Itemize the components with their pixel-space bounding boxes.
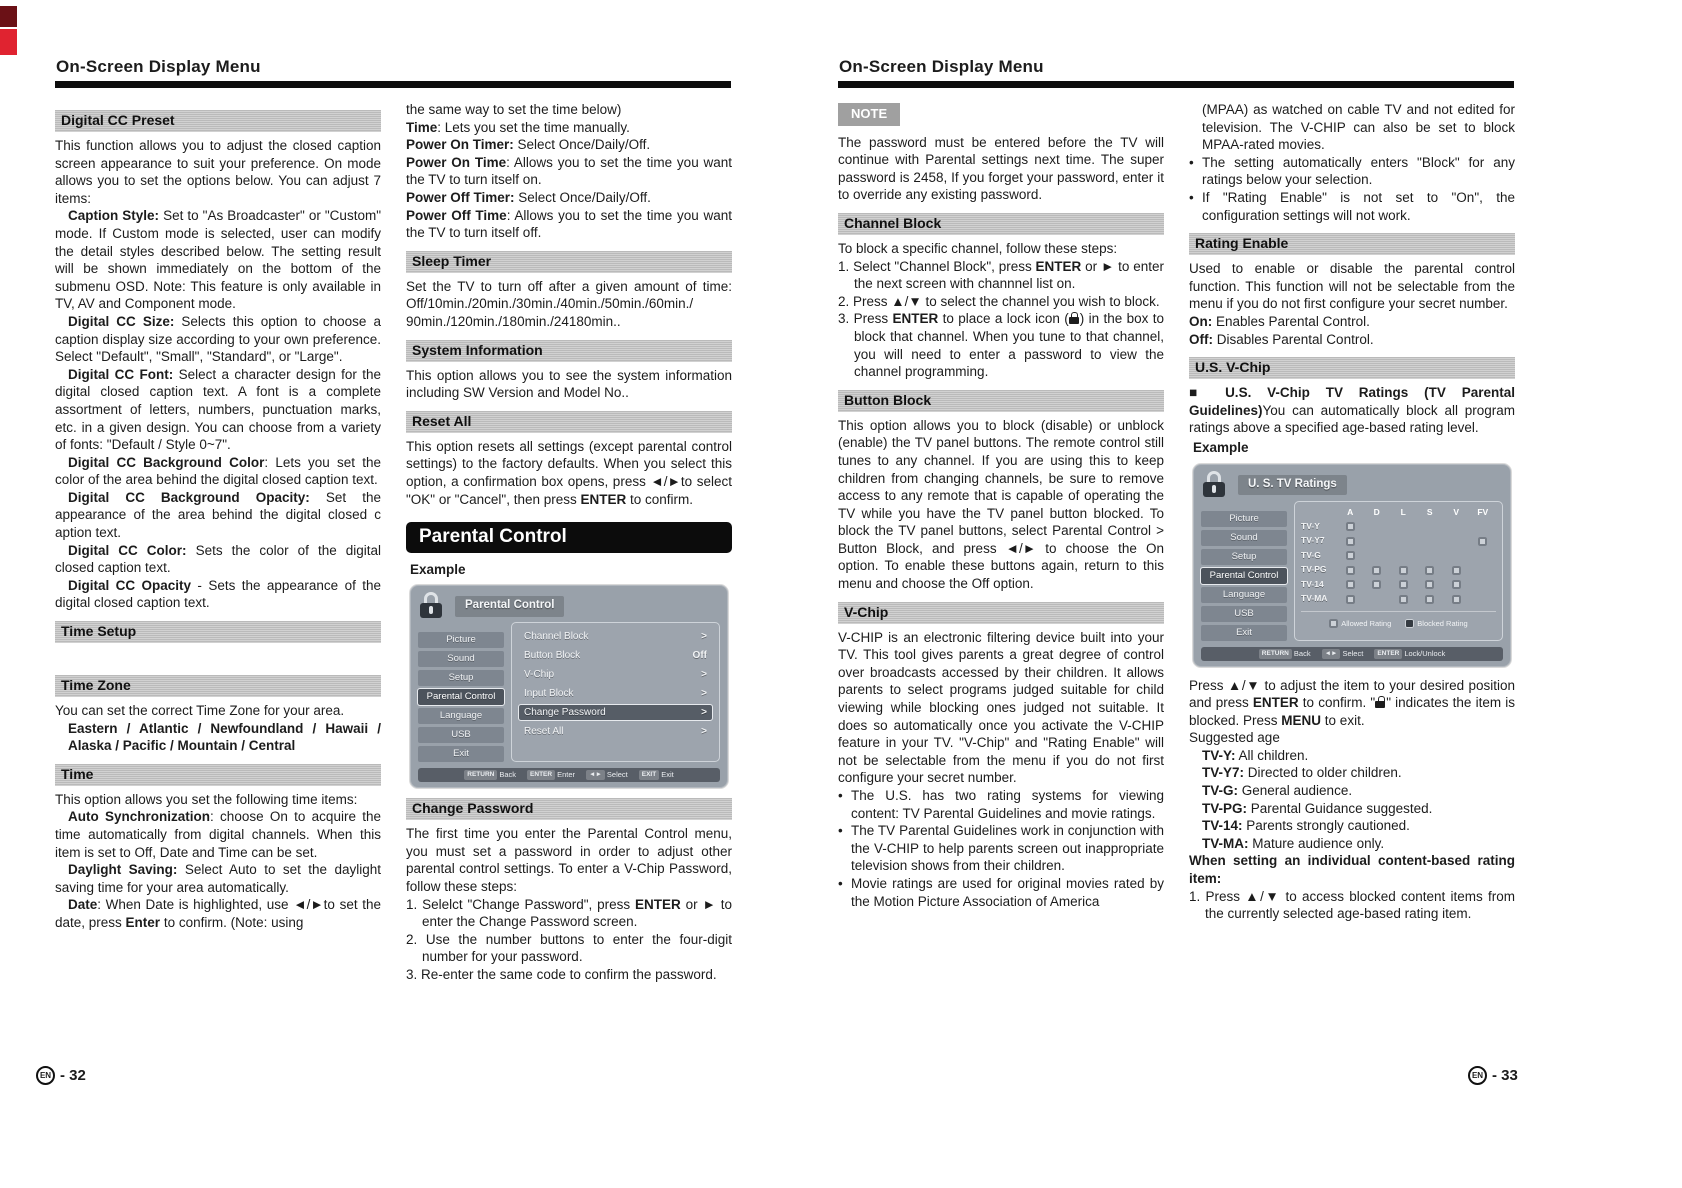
key-hint — [1322, 649, 1364, 659]
paragraph: On: Enables Parental Control. — [1189, 313, 1370, 329]
osd-menu-item-value: > — [701, 631, 707, 643]
en-icon: EN — [1468, 1066, 1487, 1085]
osd-sidebar-item: Sound — [418, 651, 504, 667]
osd-menu-item — [519, 629, 712, 644]
page-title: On-Screen Display Menu — [839, 57, 1044, 76]
allowed-rating-icon — [1346, 537, 1355, 546]
osd-header — [1201, 471, 1503, 498]
example-label: Example — [1193, 439, 1249, 455]
lock-icon — [418, 592, 445, 619]
ratings-cell — [1337, 537, 1364, 546]
page-number-left — [36, 1066, 86, 1085]
bullet-text: The U.S. has two rating systems for viewing content: TV Parental Guidelines and movie ratings. — [851, 788, 1164, 821]
paragraph: TV-PG: Parental Guidance suggested. — [1202, 800, 1433, 816]
bullet-item — [1189, 154, 1515, 189]
allowed-rating-icon — [1346, 580, 1355, 589]
bold-text: Digital CC Background Opacity: — [68, 489, 310, 505]
parental-control-banner: Parental Control — [406, 522, 732, 553]
paragraph — [68, 720, 381, 755]
bold-text: Digital CC Size: — [68, 313, 175, 329]
allowed-rating-icon — [1346, 551, 1355, 560]
bold-text: ENTER — [635, 896, 681, 912]
paragraph: Digital CC Background Color: Lets you set the color of the area behind the digital closed caption text. — [55, 454, 381, 488]
osd-menu-item-value: > — [701, 688, 707, 700]
paragraph: This option allows you to see the system information including SW Version and Model No.. — [406, 367, 732, 401]
paragraph: The password must be entered before the TV will continue with Parental settings next time. The super password is 2458, If you forget your password, enter it to override any existing password. — [838, 134, 1164, 203]
bold-text: Caption Style: — [68, 208, 160, 224]
osd-menu-item-label: Button Block — [524, 650, 581, 662]
key-hint — [1259, 649, 1311, 659]
osd-screenshot-us-tv-ratings — [1193, 464, 1511, 667]
allowed-rating-icon — [1399, 580, 1408, 589]
bullet-text: The TV Parental Guidelines work in conjunction with the V-CHIP to help parents screen out inappropriate television shows from their children. — [851, 823, 1164, 874]
ratings-cell — [1470, 537, 1497, 546]
key-label: RETURN — [464, 770, 497, 780]
osd-body — [418, 622, 720, 762]
bullet-item — [838, 875, 1164, 910]
bold-text: Daylight Saving: — [68, 862, 178, 878]
lock-body — [420, 603, 442, 618]
key-action: Select — [606, 770, 628, 780]
osd-sidebar-item: Parental Control — [418, 689, 504, 705]
lock-icon — [1069, 312, 1080, 324]
allowed-rating-icon — [1399, 566, 1408, 575]
paragraph: Power On Time: Allows you to set the time you want the TV to turn itself on. — [406, 154, 733, 188]
allowed-rating-icon — [1346, 566, 1355, 575]
paragraph: To block a specific channel, follow these steps: — [838, 240, 1118, 256]
bullet-item — [1189, 189, 1515, 224]
section-header: Sleep Timer — [406, 251, 732, 273]
page-title: On-Screen Display Menu — [56, 57, 261, 76]
osd-sidebar-item: USB — [1201, 606, 1287, 622]
osd-menu-panel — [511, 622, 720, 762]
osd-menu-item-label: Change Password — [524, 707, 606, 719]
ratings-column-header: L — [1400, 506, 1406, 517]
list-item: 1. Selelct "Change Password", press ENTER or ► to enter the Change Password screen. — [406, 896, 732, 930]
allowed-rating-icon — [1346, 595, 1355, 604]
bold-text: Power On Time — [406, 154, 507, 170]
osd-sidebar-item: USB — [418, 727, 504, 743]
en-icon: EN — [36, 1066, 55, 1085]
page-number-text: - 33 — [1492, 1067, 1518, 1084]
paragraph: Set the TV to turn off after a given amount of time: Off/10min./20min./30min./40min./50min./60min./ 90min./120min./180min./24180min.. — [406, 278, 732, 329]
paragraph: This function allows you to adjust the closed caption screen appearance to suit your preference. On mode allows you to set the options below. You can adjust 7 items: — [55, 138, 381, 206]
bold-text: ENTER — [892, 311, 939, 327]
bullet-item — [838, 822, 1164, 875]
allowed-rating-icon — [1478, 537, 1487, 546]
osd-footer-bar — [418, 768, 720, 782]
osd-title-us-tv-ratings: U. S. TV Ratings — [1238, 475, 1347, 496]
key-hint — [464, 770, 516, 780]
blocked-rating-icon — [1405, 619, 1414, 628]
key-action: Back — [499, 770, 517, 780]
allowed-rating-icon — [1425, 566, 1434, 575]
bold-text: Power Off Time — [406, 207, 507, 223]
osd-sidebar-item: Language — [1201, 587, 1287, 603]
bullet-marker: • — [838, 788, 843, 803]
ratings-column-header: FV — [1477, 506, 1489, 517]
ratings-cell — [1390, 566, 1417, 575]
paragraph: This option resets all settings (except parental control settings) to the factory defaults. When you select this option, a confirmation box opens, press ◄/►to select "OK" or "Cancel", then press ENTER to confirm. — [406, 438, 732, 507]
osd-sidebar-item: Picture — [1201, 511, 1287, 527]
paragraph: Power On Timer: Select Once/Daily/Off. — [406, 137, 651, 153]
paragraph: the same way to set the time below) — [406, 102, 622, 117]
osd-menu-item-label: V-Chip — [524, 669, 555, 681]
section-header: Reset All — [406, 411, 732, 433]
paragraph: Date: When Date is highlighted, use ◄/►to set the date, press Enter to confirm. (Note: using — [55, 897, 381, 930]
ratings-cell — [1417, 580, 1444, 589]
bold-text: Date — [68, 897, 98, 913]
ratings-column-header: S — [1426, 506, 1433, 517]
ratings-cell — [1337, 566, 1364, 575]
osd-sidebar-item: Parental Control — [1201, 568, 1287, 584]
osd-menu-item-value: Off — [692, 650, 707, 662]
page-number-right — [1468, 1066, 1518, 1085]
key-action: Enter — [557, 770, 576, 780]
ratings-cell — [1390, 580, 1417, 589]
allowed-rating-icon — [1372, 566, 1381, 575]
paragraph: You can set the correct Time Zone for your area. — [55, 703, 345, 719]
bullet-marker: • — [838, 875, 843, 891]
key-label: ◄► — [586, 770, 605, 780]
paragraph: TV-Y7: Directed to older children. — [1202, 765, 1402, 781]
key-label: RETURN — [1259, 649, 1292, 659]
section-header: Digital CC Preset — [55, 110, 381, 132]
paragraph: Caption Style: Set to "As Broadcaster" or "Custom" mode. If Custom mode is selected, user can modify the detail styles described below. The setting result will be shown immediately on the bottom of the submenu OSD. Note: This feature is only available in TV, AV and Component mode. — [55, 208, 381, 312]
bold-text: Time — [406, 119, 438, 135]
rating-row-label: TV-MA — [1301, 593, 1328, 604]
bold-text: MENU — [1281, 712, 1322, 728]
bold-text: Digital CC Color: — [68, 542, 187, 558]
header-rule — [838, 81, 1514, 88]
ratings-cell — [1443, 595, 1470, 604]
bullet-marker: • — [1189, 154, 1194, 170]
bold-text: ENTER — [580, 491, 627, 507]
rating-row-label: TV-14 — [1301, 578, 1324, 589]
bold-text: Power Off Timer: — [406, 189, 515, 205]
legend-item — [1329, 615, 1391, 633]
osd-sidebar-item: Exit — [1201, 625, 1287, 641]
page-header — [838, 57, 1514, 88]
osd-menu-item — [519, 648, 712, 663]
allowed-rating-icon — [1372, 580, 1381, 589]
paragraph: Auto Synchronization: choose On to acquire the time automatically from digital channels. When this item is set to Off, Date and Time can be set. — [55, 809, 381, 860]
section-header: V-Chip — [838, 602, 1164, 624]
allowed-rating-icon — [1425, 580, 1434, 589]
osd-menu-item-label: Channel Block — [524, 631, 589, 643]
key-hint — [586, 770, 628, 780]
key-action: Exit — [661, 770, 674, 780]
osd-menu-item — [519, 667, 712, 682]
print-mark-red — [0, 29, 17, 55]
page-number-text: - 32 — [60, 1067, 86, 1084]
allowed-rating-icon — [1399, 595, 1408, 604]
bold-text: On: — [1189, 313, 1213, 329]
section-header: System Information — [406, 340, 732, 362]
osd-title-parental-control: Parental Control — [455, 596, 564, 617]
bold-text: TV-14: — [1202, 818, 1243, 834]
bold-text: TV-Y: — [1202, 747, 1236, 763]
example-label: Example — [410, 561, 466, 577]
osd-sidebar-item: Setup — [1201, 549, 1287, 565]
key-label: ENTER — [527, 770, 555, 780]
paragraph: Digital CC Background Opacity: Set the appearance of the area behind the digital closed c aption text. — [55, 489, 381, 541]
allowed-rating-icon — [1346, 522, 1355, 531]
bold-text: Digital CC Font: — [68, 366, 174, 382]
paragraph: Suggested age — [1189, 730, 1280, 746]
rating-row-label: TV-Y7 — [1301, 535, 1325, 546]
paragraph: Off: Disables Parental Control. — [1189, 331, 1374, 347]
osd-menu-item-value: > — [701, 669, 707, 681]
note-badge-wrap — [838, 101, 1164, 134]
key-hint — [1374, 649, 1445, 659]
lock-icon — [1201, 471, 1228, 498]
ratings-cell — [1337, 580, 1364, 589]
section-header: Channel Block — [838, 213, 1164, 235]
legend-label: Blocked Rating — [1417, 618, 1468, 628]
section-header: Time Zone — [55, 675, 381, 697]
key-action: Select — [1342, 648, 1364, 658]
paragraph: The first time you enter the Parental Control menu, you must set a password in order to adjust other parental control settings. To enter a V-Chip Password, follow these steps: — [406, 826, 732, 895]
page-header — [55, 57, 731, 88]
osd-menu-item — [519, 705, 712, 720]
paragraph: Used to enable or disable the parental control function. This function will not be selectable from the menu if you do not first configure your secret number. — [1189, 261, 1515, 312]
paragraph: V-CHIP is an electronic filtering device built into your TV. This tool gives parents a great degree of control over broadcasts accessed by their children. It allows parents to select programs judged suitable for child viewing while blocking ones judged not suitable. It does so automatically once you activate the V-CHIP feature in your TV. "V-Chip" and "Rating Enable" will not be selectable from the menu if you do not first configure your secret number. — [838, 629, 1164, 786]
list-item: 1. Select "Channel Block", press ENTER or ► to enter the next screen with channnel list on. — [838, 258, 1164, 292]
bold-text: TV-MA: — [1202, 835, 1249, 851]
list-item: 2. Press ▲/▼ to select the channel you wish to block. — [838, 293, 1160, 309]
paragraph: TV-14: Parents strongly cautioned. — [1202, 818, 1410, 834]
osd-sidebar-item: Exit — [418, 746, 504, 762]
page-right — [838, 57, 1514, 923]
osd-menu-item-value: > — [701, 726, 707, 738]
section-header: Time — [55, 764, 381, 786]
ratings-column-header: V — [1453, 506, 1460, 517]
bold-text: Power On Timer: — [406, 137, 514, 153]
bold-text: ENTER — [1035, 258, 1082, 274]
page-left — [55, 57, 731, 984]
osd-body — [1201, 501, 1503, 641]
section-header: Change Password — [406, 798, 732, 820]
section-header: Rating Enable — [1189, 233, 1515, 255]
lock-icon — [1375, 696, 1386, 708]
paragraph: Time: Lets you set the time manually. — [406, 119, 630, 135]
header-rule — [55, 81, 731, 88]
bullet-text: Movie ratings are used for original movies rated by the Motion Picture Association of America — [851, 875, 1164, 909]
bold-text: Digital CC Background Color — [68, 454, 265, 470]
list-item: 3. Press ENTER to place a lock icon ( ) in the box to block that channel. When you tune to that channel, you will need to enter a password to view the channel programming. — [838, 311, 1164, 380]
key-action: Back — [1293, 648, 1311, 658]
ratings-cell — [1390, 595, 1417, 604]
columns — [55, 101, 731, 984]
rating-row-label: TV-PG — [1301, 564, 1327, 575]
ratings-legend — [1301, 611, 1496, 633]
paragraph: ■ U.S. V-Chip TV Ratings (TV Parental Guidelines)You can automatically block all program ratings above a specified age-based rating level. — [1189, 385, 1515, 436]
bullet-item — [838, 787, 1164, 822]
rating-row-label: TV-Y — [1301, 520, 1320, 531]
osd-sidebar — [418, 622, 504, 762]
ratings-cell — [1337, 595, 1364, 604]
paragraph — [1189, 852, 1515, 887]
lock-shackle — [1207, 471, 1221, 483]
paragraph: TV-Y: All children. — [1202, 747, 1309, 763]
bullet-marker: • — [1189, 189, 1194, 205]
key-hint — [639, 770, 674, 780]
osd-menu-item-label: Input Block — [524, 688, 574, 700]
bold-text: ENTER — [1252, 695, 1299, 711]
ratings-table — [1294, 501, 1503, 641]
ratings-cell — [1337, 551, 1364, 560]
bold-text: Auto Synchronization — [68, 809, 211, 825]
bold-text: Eastern / Atlantic / Newfoundland / Hawaii / Alaska / Pacific / Mountain / Central — [68, 720, 381, 754]
osd-menu-item — [519, 724, 712, 739]
ratings-cell — [1443, 566, 1470, 575]
osd-sidebar-item: Setup — [418, 670, 504, 686]
legend-item — [1405, 615, 1467, 633]
paragraph: TV-MA: Mature audience only. — [1202, 835, 1385, 851]
allowed-rating-icon — [1452, 595, 1461, 604]
bold-text: Digital CC Opacity — [68, 577, 192, 593]
lock-body — [1203, 482, 1225, 497]
bullet-text: If "Rating Enable" is not set to "On", the configuration settings will not work. — [1202, 189, 1515, 223]
bold-text: Enter — [125, 914, 161, 930]
paragraph: This option allows you set the following time items: — [55, 791, 358, 807]
print-mark-dark — [0, 6, 17, 27]
allowed-rating-icon — [1425, 595, 1434, 604]
ratings-cell — [1443, 580, 1470, 589]
bold-text: TV-Y7: — [1202, 765, 1245, 781]
ratings-column-header: D — [1373, 506, 1380, 517]
paragraph: Daylight Saving: Select Auto to set the daylight saving time for your area automatically. — [55, 862, 382, 895]
osd-footer-bar — [1201, 647, 1503, 661]
column-4 — [1189, 101, 1515, 923]
ratings-row — [1301, 592, 1496, 607]
list-item: 1. Press ▲/▼ to access blocked content items from the currently selected age-based rating item. — [1189, 888, 1515, 922]
paragraph: This option allows you to block (disable) or unblock (enable) the TV panel buttons. The remote control still tunes to any channel. If you are using this to keep children from changing channels, be sure to remove access to any remote that is capable of operating the TV while you have the TV panel button blocked. To block the TV panel buttons, select Parental Control > Button Block, and press ◄/► to choose the On option. To enable these buttons again, return to this menu and choose the Off option. — [838, 417, 1164, 592]
legend-label: Allowed Rating — [1341, 618, 1392, 628]
osd-menu-item-value: > — [701, 707, 707, 719]
paragraph: Digital CC Font: Select a character design for the digital closed caption text. A font is a complete assortment of letters, numbers, punctuation marks, etc. in a given design. You can choose from a variety of fonts: "Default / Style 0~7". — [55, 366, 381, 453]
key-hint — [527, 770, 575, 780]
bold-text: TV-PG: — [1202, 800, 1248, 816]
ratings-cell — [1417, 566, 1444, 575]
ratings-column-header: A — [1347, 506, 1354, 517]
column-1 — [55, 101, 381, 984]
ratings-cell — [1337, 522, 1364, 531]
osd-menu-item — [519, 686, 712, 701]
paragraph: Press ▲/▼ to adjust the item to your desired position and press ENTER to confirm. " " indicates the item is blocked. Press MENU to exit. — [1189, 677, 1515, 728]
key-label: ◄► — [1322, 649, 1341, 659]
osd-header — [418, 592, 720, 619]
osd-menu-item-label: Reset All — [524, 726, 564, 738]
osd-sidebar-item: Language — [418, 708, 504, 724]
allowed-rating-icon — [1452, 566, 1461, 575]
osd-sidebar-item: Sound — [1201, 530, 1287, 546]
ratings-cell — [1364, 580, 1391, 589]
paragraph: TV-G: General audience. — [1202, 783, 1353, 799]
bold-text: When setting an individual content-based rating item: — [1189, 853, 1515, 887]
section-header: U.S. V-Chip — [1189, 357, 1515, 379]
osd-sidebar — [1201, 501, 1287, 641]
key-label: ENTER — [1374, 649, 1402, 659]
paragraph: Digital CC Opacity - Sets the appearance of the digital closed caption text. — [55, 577, 381, 611]
allowed-rating-icon — [1329, 619, 1338, 628]
list-item: 2. Use the number buttons to enter the four-digit number for your password. — [406, 931, 732, 965]
paragraph: (MPAA) as watched on cable TV and not edited for television. The V-CHIP can also be set to block MPAA-rated movies. — [1202, 102, 1515, 153]
paragraph: Power Off Time: Allows you to set the time you want the TV to turn itself off. — [406, 207, 732, 241]
bold-text: Off: — [1189, 331, 1213, 347]
allowed-rating-icon — [1452, 580, 1461, 589]
key-action: Lock/Unlock — [1404, 648, 1446, 658]
ratings-cell — [1417, 595, 1444, 604]
paragraph: Digital CC Color: Sets the color of the digital closed caption text. — [55, 542, 382, 576]
section-header: Time Setup — [55, 621, 381, 643]
columns — [838, 101, 1514, 923]
bold-text: U.S. V-Chip TV Ratings (TV Parental Guidelines) — [1189, 385, 1515, 418]
section-header: Button Block — [838, 390, 1164, 412]
bullet-text: The setting automatically enters "Block" for any ratings below your selection. — [1202, 154, 1515, 188]
osd-sidebar-item: Picture — [418, 632, 504, 648]
osd-screenshot-parental-control — [410, 585, 728, 788]
list-item: 3. Re-enter the same code to confirm the password. — [406, 967, 717, 983]
bold-text: TV-G: — [1202, 783, 1238, 799]
column-2 — [406, 101, 732, 984]
rating-row-label: TV-G — [1301, 549, 1321, 560]
ratings-cell — [1364, 566, 1391, 575]
note-badge: NOTE — [838, 103, 900, 126]
bullet-marker: • — [838, 823, 843, 839]
paragraph: Digital CC Size: Selects this option to choose a caption display size according to your own preference. Select "Default", "Small", "Standard", or "Large". — [55, 313, 381, 365]
column-3 — [838, 101, 1164, 923]
paragraph: Power Off Timer: Select Once/Daily/Off. — [406, 189, 651, 205]
key-label: EXIT — [639, 770, 659, 780]
